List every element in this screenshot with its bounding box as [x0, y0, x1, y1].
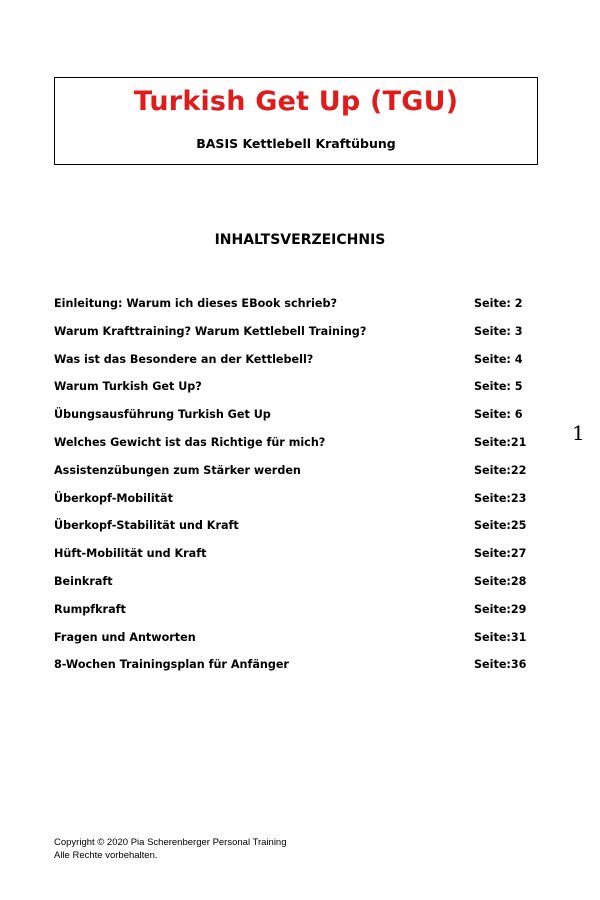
- toc-entry: [54, 436, 530, 464]
- page-number: 1: [572, 421, 585, 445]
- toc-entry-page: Seite:31: [474, 630, 527, 644]
- copyright-line: Copyright © 2020 Pia Scherenberger Personal Training: [54, 837, 287, 848]
- toc-entry: [54, 658, 530, 686]
- toc-entry-page: Seite:28: [474, 574, 527, 588]
- toc-entry: [54, 464, 530, 492]
- toc-entry-page: Seite: 6: [474, 408, 523, 422]
- toc-entry-label: 8-Wochen Trainingsplan für Anfänger: [54, 658, 289, 672]
- toc-entry: [54, 603, 530, 631]
- toc-entry: [54, 492, 530, 520]
- toc-entry: [54, 297, 530, 325]
- document-title: Turkish Get Up (TGU): [133, 86, 459, 117]
- toc-heading: INHALTSVERZEICHNIS: [214, 232, 386, 248]
- toc-entry: [54, 575, 530, 603]
- toc-entry-label: Warum Krafttraining? Warum Kettlebell Training?: [54, 324, 367, 338]
- toc-entry-label: Übungsausführung Turkish Get Up: [54, 408, 271, 422]
- copyright-notice: [54, 836, 287, 862]
- toc-entry-page: Seite:25: [474, 519, 527, 533]
- title-box: [54, 77, 538, 165]
- toc-entry-page: Seite:23: [474, 491, 527, 505]
- toc-entry-label: Assistenzübungen zum Stärker werden: [54, 463, 301, 477]
- toc-entry-label: Welches Gewicht ist das Richtige für mich?: [54, 435, 326, 449]
- toc-entry-label: Rumpfkraft: [54, 602, 126, 616]
- toc-entry-page: Seite:22: [474, 463, 527, 477]
- toc-entry: [54, 353, 530, 381]
- toc-entry-label: Was ist das Besondere an der Kettlebell?: [54, 352, 314, 366]
- toc-entry: [54, 631, 530, 659]
- toc-entry-page: Seite: 4: [474, 352, 523, 366]
- toc-entry-label: Einleitung: Warum ich dieses EBook schrieb?: [54, 297, 338, 310]
- toc-entry-page: Seite:36: [474, 658, 527, 672]
- toc-entry-page: Seite:27: [474, 547, 527, 561]
- toc-entry: [54, 408, 530, 436]
- toc-entry: [54, 547, 530, 575]
- toc-entry-page: Seite: 5: [474, 380, 523, 394]
- toc-entry: [54, 380, 530, 408]
- toc-entry-label: Überkopf-Mobilität: [54, 491, 173, 505]
- toc-entry: [54, 325, 530, 353]
- rights-line: Alle Rechte vorbehalten.: [54, 850, 158, 861]
- toc-entry-page: Seite: 2: [474, 297, 523, 310]
- document-subtitle: BASIS Kettlebell Kraftübung: [196, 136, 396, 151]
- toc-entry-label: Fragen und Antworten: [54, 630, 196, 644]
- toc-entry-label: Überkopf-Stabilität und Kraft: [54, 519, 239, 533]
- toc-entry-page: Seite:29: [474, 602, 527, 616]
- toc-entry-label: Beinkraft: [54, 574, 113, 588]
- toc-entry-label: Warum Turkish Get Up?: [54, 380, 202, 394]
- toc-entry-label: Hüft-Mobilität und Kraft: [54, 547, 207, 561]
- toc-entry: [54, 519, 530, 547]
- table-of-contents: [54, 297, 530, 686]
- toc-entry-page: Seite:21: [474, 435, 527, 449]
- toc-entry-page: Seite: 3: [474, 324, 523, 338]
